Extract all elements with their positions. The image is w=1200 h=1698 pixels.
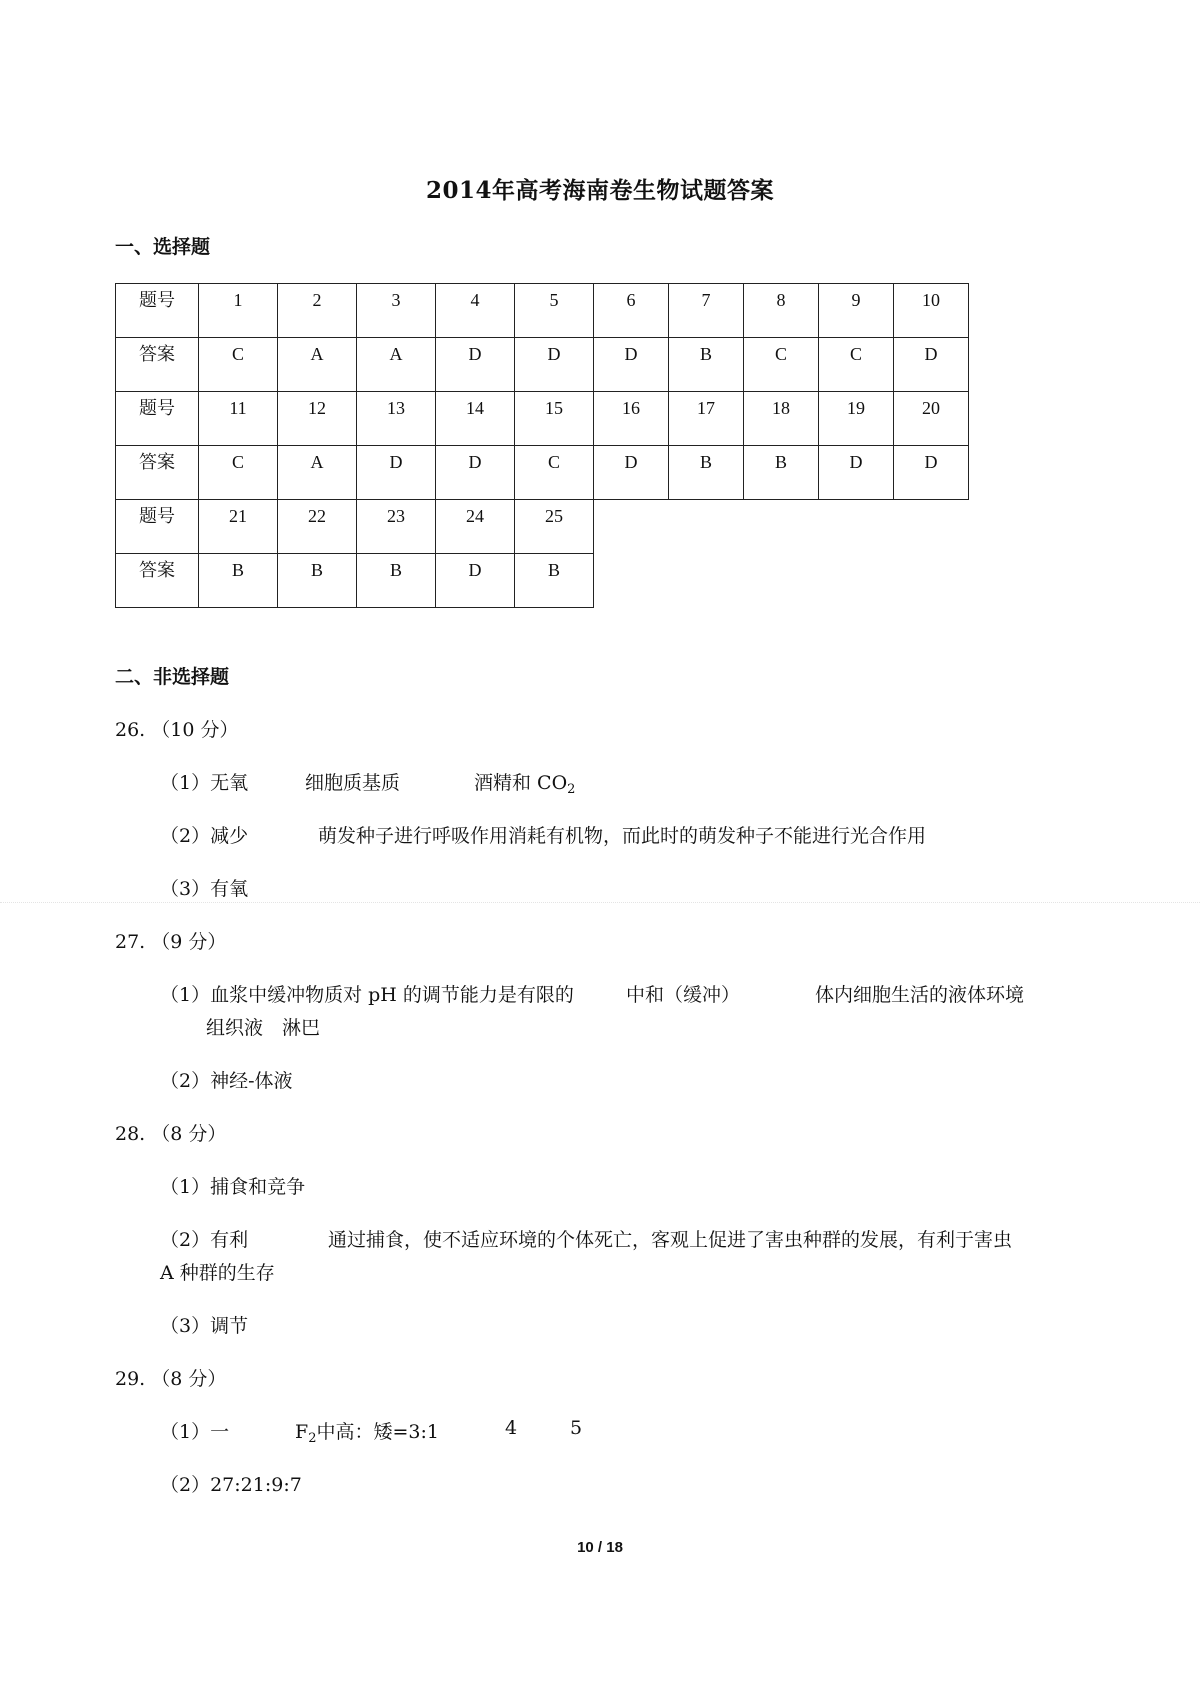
answer-cell: C [744, 338, 819, 392]
answer-cell: A [278, 446, 357, 500]
answer-row [116, 338, 969, 392]
question-number-cell: 10 [894, 284, 969, 338]
question-number-cell: 13 [357, 392, 436, 446]
empty-cell [819, 500, 894, 554]
q27-answer-1-continued: 组织液 淋巴 [206, 1017, 321, 1039]
q26-answer-1-part2: 细胞质基质 [305, 772, 401, 794]
empty-cell [744, 500, 819, 554]
empty-cell [594, 554, 669, 608]
question-29-header: 29. （8 分） [115, 1368, 227, 1390]
q28-answer-2-part2: 通过捕食，使不适应环境的个体死亡，客观上促进了害虫种群的发展，有利于害虫 [328, 1229, 1013, 1251]
empty-cell [744, 554, 819, 608]
answer-cell: C [199, 446, 278, 500]
q29-answer-1-part3: 4 [505, 1417, 518, 1439]
question-number-cell: 5 [515, 284, 594, 338]
answer-cell: C [515, 446, 594, 500]
answer-cell: D [894, 338, 969, 392]
answer-label: 答案 [116, 446, 199, 500]
question-number-cell: 2 [278, 284, 357, 338]
answer-cell: D [594, 338, 669, 392]
question-number-cell: 1 [199, 284, 278, 338]
page-separator [0, 902, 1200, 903]
answer-cell: D [436, 554, 515, 608]
answer-cell: C [819, 338, 894, 392]
answer-row [116, 554, 969, 608]
q27-answer-1-label: （1）血浆中缓冲物质对 pH 的调节能力是有限的 [160, 984, 574, 1006]
question-27-header: 27. （9 分） [115, 931, 227, 953]
empty-cell [594, 500, 669, 554]
empty-cell [669, 554, 744, 608]
question-number-cell: 17 [669, 392, 744, 446]
answer-cell: D [894, 446, 969, 500]
answer-cell: C [199, 338, 278, 392]
question-number-cell: 14 [436, 392, 515, 446]
q29-answer-1-part2: $F_2$中高：矮=3:1 [295, 1421, 439, 1446]
answer-cell: B [199, 554, 278, 608]
question-number-cell: 3 [357, 284, 436, 338]
q26-answer-3: （3）有氧 [160, 878, 249, 900]
question-number-cell: 23 [357, 500, 436, 554]
answer-cell: D [515, 338, 594, 392]
q27-answer-2: （2）神经-体液 [160, 1070, 293, 1092]
question-28-header: 28. （8 分） [115, 1123, 227, 1145]
answer-cell: D [436, 338, 515, 392]
q27-answer-1-part3: 体内细胞生活的液体环境 [815, 984, 1025, 1006]
answer-cell: B [744, 446, 819, 500]
question-number-cell: 6 [594, 284, 669, 338]
page-number: 10 / 18 [577, 1539, 623, 1556]
answer-label: 答案 [116, 338, 199, 392]
question-number-cell: 19 [819, 392, 894, 446]
question-number-cell: 4 [436, 284, 515, 338]
question-number-cell: 12 [278, 392, 357, 446]
question-number-cell: 9 [819, 284, 894, 338]
q28-answer-3: （3）调节 [160, 1315, 249, 1337]
question-number-cell: 18 [744, 392, 819, 446]
empty-cell [894, 500, 969, 554]
answer-cell: B [669, 338, 744, 392]
q26-answer-1-label: （1）无氧 [160, 772, 249, 794]
question-number-cell: 20 [894, 392, 969, 446]
q29-answer-2: （2）27:21:9:7 [160, 1474, 302, 1496]
q29-answer-1-part4: 5 [570, 1417, 583, 1439]
question-number-cell: 21 [199, 500, 278, 554]
q26-answer-2-label: （2）减少 [160, 825, 249, 847]
question-number-cell: 7 [669, 284, 744, 338]
q28-answer-1: （1）捕食和竞争 [160, 1176, 306, 1198]
q28-answer-2-label: （2）有利 [160, 1229, 249, 1251]
question-number-cell: 22 [278, 500, 357, 554]
answer-cell: D [436, 446, 515, 500]
question-number-label: 题号 [116, 284, 199, 338]
answer-cell: A [278, 338, 357, 392]
q28-answer-2-continued: A 种群的生存 [160, 1262, 275, 1284]
answer-label: 答案 [116, 554, 199, 608]
empty-cell [819, 554, 894, 608]
answer-row [116, 446, 969, 500]
section-heading-free-response: 二、非选择题 [115, 666, 230, 688]
question-number-row [116, 392, 969, 446]
empty-cell [894, 554, 969, 608]
question-26-header: 26. （10 分） [115, 719, 239, 741]
answer-cell: D [357, 446, 436, 500]
question-number-cell: 15 [515, 392, 594, 446]
q26-answer-2-part2: 萌发种子进行呼吸作用消耗有机物，而此时的萌发种子不能进行光合作用 [318, 825, 927, 847]
question-number-cell: 24 [436, 500, 515, 554]
q29-answer-1-label: （1）一 [160, 1421, 230, 1443]
question-number-cell: 16 [594, 392, 669, 446]
answer-cell: B [278, 554, 357, 608]
q26-answer-1-part3: 酒精和 $CO_2$ [474, 772, 576, 797]
question-number-label: 题号 [116, 392, 199, 446]
question-number-cell: 8 [744, 284, 819, 338]
answer-cell: A [357, 338, 436, 392]
question-number-cell: 11 [199, 392, 278, 446]
answer-cell: B [357, 554, 436, 608]
answer-cell: B [515, 554, 594, 608]
answer-cell: D [819, 446, 894, 500]
page-title: 2014年高考海南卷生物试题答案 [425, 177, 774, 204]
question-number-label: 题号 [116, 500, 199, 554]
answer-cell: B [669, 446, 744, 500]
answer-cell: D [594, 446, 669, 500]
section-heading-multiple-choice: 一、选择题 [115, 236, 211, 258]
question-number-cell: 25 [515, 500, 594, 554]
empty-cell [669, 500, 744, 554]
question-number-row [116, 500, 969, 554]
question-number-row [116, 284, 969, 338]
q27-answer-1-part2: 中和（缓冲） [626, 984, 741, 1006]
answer-table [115, 283, 969, 608]
